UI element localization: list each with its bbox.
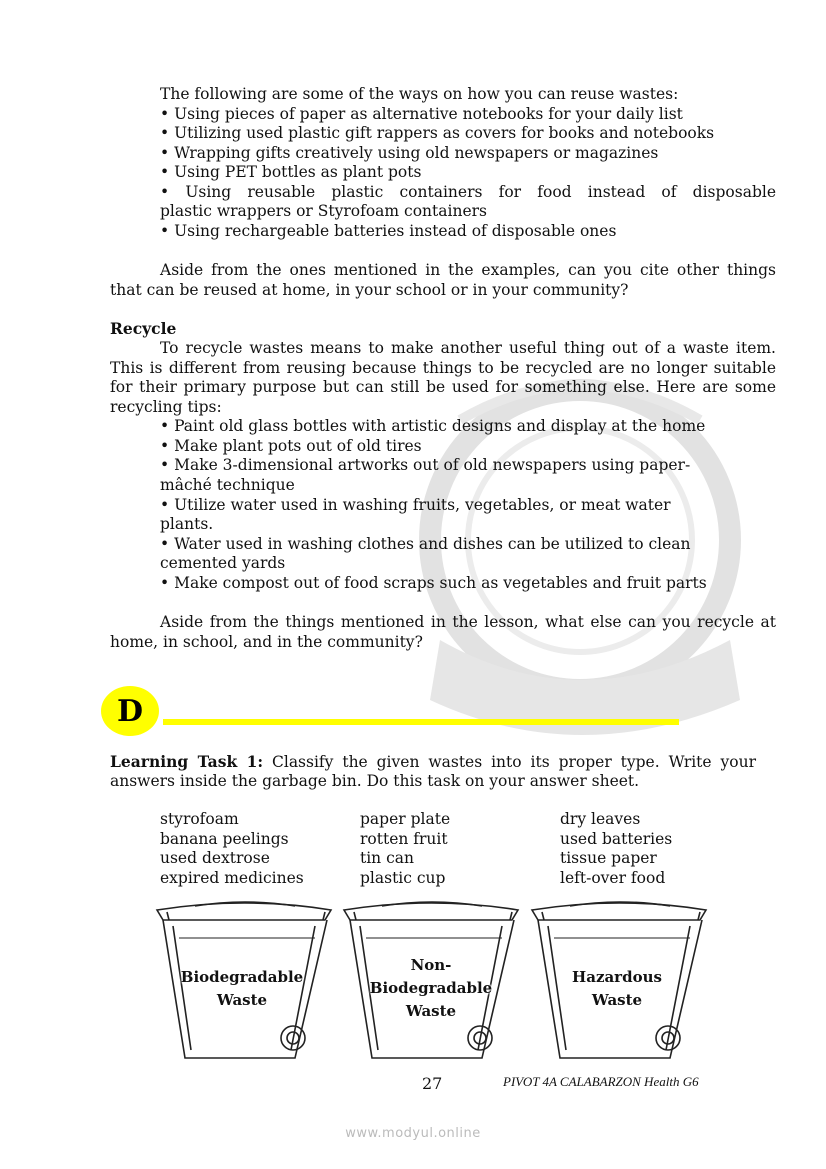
- recycle-paragraph: This is different from reusing because things to be recycled are no longer suitable: [110, 359, 776, 377]
- recycle-tip: • Make plant pots out of old tires: [160, 437, 422, 457]
- recycle-tip: • Make 3-dimensional artworks out of old newspapers using paper-: [160, 456, 690, 476]
- bin-label-line: Hazardous: [572, 968, 662, 986]
- reuse-item: • Using reusable plastic containers for food instead of disposable: [160, 183, 776, 203]
- bin-label-line: Biodegradable: [180, 968, 304, 986]
- recycle-tip: • Utilize water used in washing fruits, vegetables, or meat water: [160, 496, 671, 516]
- waste-item: tin can: [360, 849, 415, 867]
- waste-item: dry leaves: [560, 810, 641, 828]
- recycle-tip-cont: mâché technique: [160, 476, 295, 494]
- task-label: Learning Task 1:: [110, 752, 264, 771]
- recycle-tip: • Paint old glass bottles with artistic designs and display at the home: [160, 417, 705, 437]
- recycle-tip-cont: cemented yards: [160, 554, 286, 572]
- footer-title: PIVOT 4A CALABARZON Health G6: [503, 1074, 699, 1089]
- garbage-bin-biodegradable: [155, 898, 335, 1066]
- reuse-item: • Utilizing used plastic gift rappers as covers for books and notebooks: [160, 124, 714, 144]
- task-text: Classify the given wastes into its proper type. Write your: [272, 753, 756, 771]
- waste-item: plastic cup: [360, 868, 446, 887]
- garbage-bin-non-biodegradable: [342, 898, 522, 1066]
- recycle-tip-cont: plants.: [160, 515, 214, 533]
- waste-item: paper plate: [360, 810, 451, 828]
- section-divider-bar: [163, 719, 679, 725]
- recycle-paragraph: recycling tips:: [110, 398, 222, 416]
- bin-label-line: Waste: [591, 991, 643, 1009]
- reuse-question-cont: that can be reused at home, in your school or in your community?: [110, 281, 629, 299]
- garbage-bin-hazardous: [530, 898, 710, 1066]
- reuse-intro: The following are some of the ways on how you can reuse wastes:: [160, 85, 679, 103]
- recycle-question: Aside from the things mentioned in the lesson, what else can you recycle at: [160, 613, 776, 631]
- waste-item: used batteries: [560, 829, 673, 848]
- waste-item: rotten fruit: [360, 829, 448, 848]
- recycle-tip: • Make compost out of food scraps such as vegetables and fruit parts: [160, 574, 707, 594]
- reuse-question: Aside from the ones mentioned in the examples, can you cite other things: [160, 261, 776, 279]
- recycle-paragraph: for their primary purpose but can still be used for something else. Here are some: [110, 378, 776, 396]
- recycle-tip: • Water used in washing clothes and dishes can be utilized to clean: [160, 535, 691, 555]
- reuse-item: • Wrapping gifts creatively using old newspapers or magazines: [160, 144, 658, 164]
- section-letter-badge: D: [101, 686, 159, 736]
- waste-item: banana peelings: [160, 829, 289, 848]
- bin-label-line: Non-: [410, 956, 452, 974]
- waste-item: styrofoam: [160, 810, 239, 828]
- reuse-item-cont: plastic wrappers or Styrofoam containers: [160, 202, 487, 220]
- bin-label-line: Biodegradable: [369, 979, 493, 997]
- page-number: 27: [422, 1074, 443, 1093]
- recycle-heading: Recycle: [110, 319, 177, 338]
- reuse-item: • Using rechargeable batteries instead of disposable ones: [160, 222, 616, 242]
- bin-label-line: Waste: [405, 1002, 457, 1020]
- bin-label-line: Waste: [216, 991, 268, 1009]
- waste-list-column-3: [560, 810, 672, 888]
- reuse-item: • Using PET bottles as plant pots: [160, 163, 421, 183]
- recycle-question-cont: home, in school, and in the community?: [110, 633, 423, 651]
- site-watermark: www.modyul.online: [345, 1126, 481, 1141]
- waste-list-column-1: [160, 810, 304, 888]
- task-instruction: [110, 752, 756, 773]
- waste-item: used dextrose: [160, 849, 270, 867]
- bin-label: [356, 954, 506, 1023]
- waste-list-column-2: [360, 810, 450, 888]
- bin-label: [167, 966, 317, 1012]
- task-instruction-cont: answers inside the garbage bin. Do this task on your answer sheet.: [110, 772, 640, 790]
- waste-item: left-over food: [560, 868, 666, 887]
- waste-item: tissue paper: [560, 849, 657, 867]
- waste-item: expired medicines: [160, 868, 304, 887]
- recycle-paragraph: To recycle wastes means to make another useful thing out of a waste item.: [160, 339, 776, 357]
- bin-label: [542, 966, 692, 1012]
- reuse-item: • Using pieces of paper as alternative notebooks for your daily list: [160, 105, 683, 125]
